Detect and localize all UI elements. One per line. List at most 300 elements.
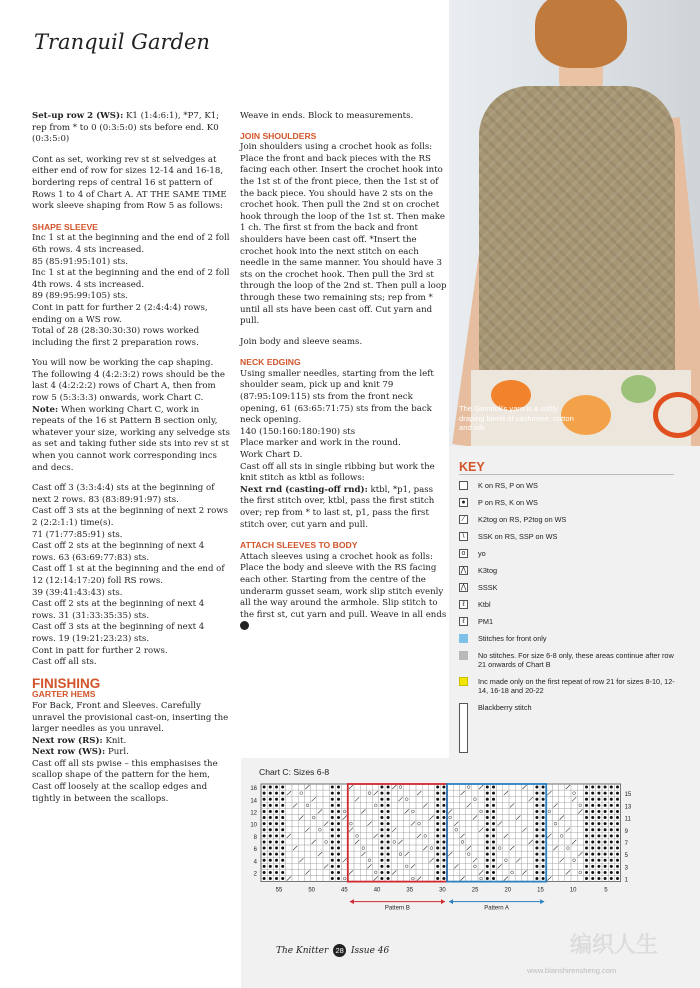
purl-dot <box>331 786 334 789</box>
purl-dot <box>269 853 272 856</box>
purl-dot <box>337 871 340 874</box>
purl-dot <box>486 853 489 856</box>
k3tog-symbol-icon: ⋀ <box>460 567 467 574</box>
purl-dot <box>535 792 538 795</box>
purl-dot <box>331 798 334 801</box>
purl-dot <box>436 853 439 856</box>
join-shoulders-heading: JOIN SHOULDERS <box>240 130 317 141</box>
castoff-line: Cast off 3 sts at the beginning of next 4 rows. 19 (19:21:23:23) sts. <box>32 622 205 644</box>
purl-dot <box>616 822 619 825</box>
purl-dot <box>616 816 619 819</box>
purl-dot <box>597 865 600 868</box>
purl-dot <box>604 834 607 837</box>
neck-edging-text: 140 (150:160:180:190) sts <box>240 426 356 437</box>
attach-sleeves-heading: ATTACH SLEEVES TO BODY <box>240 540 358 551</box>
inc-swatch-icon <box>459 677 468 686</box>
purl-dot <box>331 834 334 837</box>
issue-number: Issue 46 <box>351 946 390 956</box>
purl-dot <box>585 834 588 837</box>
purl-dot <box>492 865 495 868</box>
purl-dot <box>492 786 495 789</box>
purl-dot <box>281 847 284 850</box>
purl-dot <box>492 828 495 831</box>
purl-dot <box>387 847 390 850</box>
instructions-column-2 <box>240 111 448 634</box>
note-label: Note: <box>32 404 59 415</box>
purl-dot <box>492 859 495 862</box>
purl-dot <box>263 816 266 819</box>
setup-row-label: Set-up row 2 (WS): <box>32 111 124 121</box>
purl-dot <box>331 792 334 795</box>
weave-para: Weave in ends. Block to measurements. <box>240 111 414 121</box>
purl-dot <box>387 853 390 856</box>
purl-dot <box>380 840 383 843</box>
purl-dot <box>436 822 439 825</box>
row-label: 4 <box>253 859 257 866</box>
purl-symbol-icon: ● <box>459 498 468 507</box>
photo-bracelet <box>653 392 700 438</box>
purl-dot <box>387 804 390 807</box>
model-photo <box>449 0 700 446</box>
purl-dot <box>436 847 439 850</box>
purl-dot <box>542 840 545 843</box>
purl-dot <box>331 816 334 819</box>
purl-dot <box>337 804 340 807</box>
setup-row-text: K1 (1:4:6:1), *P7, K1; rep from * to 0 (0:3:5:0) sts before end. K0 (0:3:5:0) <box>32 111 220 145</box>
shape-sleeve-line: Inc 1 st at the beginning and the end of 2 foll 4th rows. 4 sts increased. <box>32 268 230 290</box>
purl-dot <box>380 828 383 831</box>
castoff-line: Cast off 3 (3:3:4:4) sts at the beginning of next 2 rows. 83 (83:89:91:97) sts. <box>32 483 215 505</box>
castoff-line: Cast off 1 st at the beginning and the end of 12 (12:14:17:20) foll RS rows. <box>32 564 225 586</box>
purl-dot <box>597 847 600 850</box>
purl-dot <box>380 786 383 789</box>
shape-sleeve-line: Total of 28 (28:30:30:30) rows worked including the first 2 preparation rows. <box>32 326 200 348</box>
purl-dot <box>380 877 383 880</box>
purl-dot <box>610 871 613 874</box>
column-label: 35 <box>406 887 414 894</box>
row-label: 14 <box>250 798 257 805</box>
purl-dot <box>616 798 619 801</box>
purl-dot <box>387 816 390 819</box>
watermark-logo: 编织人生 <box>570 932 659 957</box>
purl-dot <box>275 786 278 789</box>
purl-dot <box>542 792 545 795</box>
castoff-line: Cast off 3 sts at the beginning of next 2 rows 2 (2:2:1:1) time(s). <box>32 506 229 528</box>
purl-dot <box>269 865 272 868</box>
purl-dot <box>436 840 439 843</box>
purl-dot <box>591 828 594 831</box>
purl-dot <box>281 871 284 874</box>
purl-dot <box>380 871 383 874</box>
purl-dot <box>486 847 489 850</box>
purl-dot <box>610 816 613 819</box>
purl-dot <box>442 804 445 807</box>
sssk-symbol-icon: ⋀ <box>460 584 467 591</box>
purl-dot <box>281 834 284 837</box>
column-label: 15 <box>537 887 544 894</box>
purl-dot <box>610 810 613 813</box>
purl-dot <box>337 816 340 819</box>
purl-dot <box>591 871 594 874</box>
instructions-column-1 <box>32 111 230 805</box>
purl-dot <box>604 865 607 868</box>
purl-dot <box>269 792 272 795</box>
purl-dot <box>442 859 445 862</box>
purl-dot <box>263 840 266 843</box>
purl-dot <box>486 798 489 801</box>
join-body-text: Join body and sleeve seams. <box>240 336 363 347</box>
purl-dot <box>263 847 266 850</box>
purl-dot <box>585 865 588 868</box>
purl-dot <box>492 810 495 813</box>
neck-edging-text: Cast off all sts in single ribbing but work the knit stitch as ktbl as follows: <box>240 461 435 484</box>
purl-dot <box>591 786 594 789</box>
column-label: 25 <box>471 887 479 894</box>
purl-dot <box>585 792 588 795</box>
purl-dot <box>486 828 489 831</box>
purl-dot <box>387 871 390 874</box>
purl-dot <box>486 816 489 819</box>
purl-dot <box>442 822 445 825</box>
blackberry-stitch-icon <box>459 703 468 753</box>
purl-dot <box>597 810 600 813</box>
purl-dot <box>387 834 390 837</box>
purl-dot <box>281 865 284 868</box>
purl-dot <box>604 859 607 862</box>
purl-dot <box>610 847 613 850</box>
purl-dot <box>492 871 495 874</box>
purl-dot <box>610 798 613 801</box>
purl-dot <box>331 810 334 813</box>
purl-dot <box>535 810 538 813</box>
purl-dot <box>337 853 340 856</box>
purl-dot <box>281 792 284 795</box>
purl-dot <box>337 865 340 868</box>
purl-dot <box>281 877 284 880</box>
purl-dot <box>331 840 334 843</box>
purl-dot <box>281 828 284 831</box>
purl-dot <box>597 871 600 874</box>
purl-dot <box>380 847 383 850</box>
row-label: 6 <box>253 847 257 854</box>
pattern-a-arrowhead <box>540 899 544 904</box>
purl-dot <box>269 877 272 880</box>
purl-dot <box>387 798 390 801</box>
purl-dot <box>442 786 445 789</box>
key-divider <box>459 474 674 475</box>
purl-dot <box>442 816 445 819</box>
purl-dot <box>281 859 284 862</box>
purl-dot <box>492 804 495 807</box>
purl-dot <box>535 847 538 850</box>
purl-dot <box>591 792 594 795</box>
purl-dot <box>263 810 266 813</box>
purl-dot <box>275 798 278 801</box>
purl-dot <box>331 871 334 874</box>
garter-hems-heading: GARTER HEMS <box>32 689 96 700</box>
row-label: 15 <box>624 792 632 799</box>
purl-dot <box>269 828 272 831</box>
purl-dot <box>337 834 340 837</box>
purl-dot <box>281 786 284 789</box>
purl-dot <box>604 816 607 819</box>
purl-dot <box>380 865 383 868</box>
purl-dot <box>597 792 600 795</box>
purl-dot <box>492 816 495 819</box>
purl-dot <box>442 865 445 868</box>
purl-dot <box>535 786 538 789</box>
purl-dot <box>275 822 278 825</box>
purl-dot <box>616 828 619 831</box>
front-only-swatch-icon <box>459 634 468 643</box>
purl-dot <box>486 859 489 862</box>
yo-symbol-icon: o <box>459 549 468 558</box>
purl-dot <box>492 822 495 825</box>
ssk-symbol-icon: \ <box>459 532 468 541</box>
purl-dot <box>585 847 588 850</box>
purl-dot <box>604 822 607 825</box>
purl-dot <box>275 816 278 819</box>
purl-dot <box>616 865 619 868</box>
purl-dot <box>486 810 489 813</box>
purl-dot <box>275 804 278 807</box>
purl-dot <box>281 853 284 856</box>
purl-dot <box>597 804 600 807</box>
purl-dot <box>610 859 613 862</box>
purl-dot <box>387 859 390 862</box>
purl-dot <box>542 828 545 831</box>
knit-symbol-icon <box>459 481 468 490</box>
row-label: 7 <box>624 841 628 847</box>
column-label: 30 <box>439 887 446 894</box>
purl-dot <box>275 847 278 850</box>
purl-dot <box>442 877 445 880</box>
purl-dot <box>263 804 266 807</box>
garter-castoff: Cast off all sts pwise – this emphasises the scallop shape of the pattern for the hem, Cast off loosely at the scallop edges and tightly in between the scallops. <box>32 758 218 804</box>
purl-dot <box>337 828 340 831</box>
purl-dot <box>597 816 600 819</box>
purl-dot <box>436 786 439 789</box>
shape-sleeve-line: Inc 1 st at the beginning and the end of 2 foll 6th rows. 4 sts increased. <box>32 233 230 255</box>
purl-dot <box>604 871 607 874</box>
k2tog-symbol-icon: ⁄ <box>459 515 468 524</box>
key-title: KEY <box>459 460 485 474</box>
purl-dot <box>604 877 607 880</box>
purl-dot <box>585 816 588 819</box>
row-label: 12 <box>250 810 257 817</box>
purl-dot <box>597 877 600 880</box>
purl-dot <box>263 865 266 868</box>
purl-dot <box>492 840 495 843</box>
purl-dot <box>281 810 284 813</box>
purl-dot <box>331 865 334 868</box>
purl-dot <box>610 786 613 789</box>
purl-dot <box>275 877 278 880</box>
row-label: 8 <box>253 834 257 841</box>
purl-dot <box>380 859 383 862</box>
row-label: 9 <box>624 828 628 835</box>
purl-dot <box>597 798 600 801</box>
purl-dot <box>591 847 594 850</box>
castoff-line: Cast off 2 sts at the beginning of next 4 rows. 31 (31:33:35:35) sts. <box>32 599 205 621</box>
purl-dot <box>275 828 278 831</box>
purl-dot <box>486 877 489 880</box>
purl-dot <box>542 859 545 862</box>
note-text: When working Chart C, work in repeats of the 16 st Pattern B section only, whatever your size, working any selvedge sts as set and taking futher side sts into rev st st when you cannot work corresponding incs and decs. <box>32 404 230 473</box>
purl-dot <box>387 877 390 880</box>
purl-dot <box>604 798 607 801</box>
purl-dot <box>380 853 383 856</box>
pattern-b-arrowhead <box>350 899 354 904</box>
next-row-ws-label: Next row (WS): <box>32 747 106 758</box>
pattern-a-label: Pattern A <box>484 905 509 912</box>
purl-dot <box>269 859 272 862</box>
purl-dot <box>380 822 383 825</box>
purl-dot <box>604 847 607 850</box>
purl-dot <box>616 792 619 795</box>
purl-dot <box>263 834 266 837</box>
purl-dot <box>616 877 619 880</box>
purl-dot <box>263 798 266 801</box>
purl-dot <box>597 853 600 856</box>
ktbl-symbol-icon: ℓ <box>459 600 468 609</box>
column-label: 50 <box>308 887 316 894</box>
purl-dot <box>269 798 272 801</box>
purl-dot <box>486 871 489 874</box>
purl-dot <box>486 840 489 843</box>
purl-dot <box>442 871 445 874</box>
purl-dot <box>387 840 390 843</box>
purl-dot <box>610 840 613 843</box>
row-label: 5 <box>624 853 628 860</box>
purl-dot <box>616 810 619 813</box>
finishing-heading: FINISHING <box>32 675 101 691</box>
purl-dot <box>436 798 439 801</box>
row-label: 3 <box>624 865 628 872</box>
column-label: 10 <box>569 887 577 894</box>
watermark-url: www.blanshirensheng.com <box>527 966 617 975</box>
attach-sleeves-text: Attach sleeves using a crochet hook as folls: Place the body and sleeve with the RS facing each other. Starting from the centre of the underarm gusset seam, work slip stitch evenly all the way around the armhole. Slip stitch to the first st, cut yarn and pull. Weave in all ends <box>240 551 447 620</box>
purl-dot <box>535 822 538 825</box>
row-label: 10 <box>250 822 257 829</box>
purl-dot <box>442 847 445 850</box>
purl-dot <box>610 877 613 880</box>
column-label: 5 <box>604 887 608 894</box>
purl-dot <box>585 804 588 807</box>
purl-dot <box>486 804 489 807</box>
purl-dot <box>492 853 495 856</box>
purl-dot <box>263 792 266 795</box>
purl-dot <box>380 834 383 837</box>
purl-dot <box>275 859 278 862</box>
purl-dot <box>585 877 588 880</box>
purl-dot <box>591 810 594 813</box>
shape-sleeve-heading: SHAPE SLEEVE <box>32 221 98 232</box>
purl-dot <box>616 834 619 837</box>
neck-edging-text: Work Chart D. <box>240 450 303 461</box>
pattern-b-label: Pattern B <box>384 905 410 912</box>
shape-sleeve-line: Cont in patt for further 2 (2:4:4:4) rows, ending on a WS row. <box>32 302 208 325</box>
chart-title: Chart C: Sizes 6-8 <box>259 767 330 777</box>
purl-dot <box>585 853 588 856</box>
purl-dot <box>387 786 390 789</box>
purl-dot <box>616 840 619 843</box>
purl-dot <box>535 834 538 837</box>
purl-dot <box>616 804 619 807</box>
purl-dot <box>486 834 489 837</box>
purl-dot <box>263 877 266 880</box>
castoff-block <box>32 483 230 669</box>
purl-dot <box>542 810 545 813</box>
photo-caption: The Gomitoli's yarn is a softly draping blend of cashmere, cotton and silk <box>459 404 574 433</box>
purl-dot <box>436 828 439 831</box>
purl-dot <box>616 847 619 850</box>
purl-dot <box>275 871 278 874</box>
purl-dot <box>337 840 340 843</box>
purl-dot <box>535 871 538 874</box>
purl-dot <box>535 816 538 819</box>
purl-dot <box>542 798 545 801</box>
purl-dot <box>337 792 340 795</box>
end-mark-icon <box>240 621 249 630</box>
pattern-b-arrowhead <box>441 899 445 904</box>
purl-dot <box>331 847 334 850</box>
purl-dot <box>610 834 613 837</box>
row-label: 1 <box>624 877 628 884</box>
purl-dot <box>442 792 445 795</box>
purl-dot <box>486 786 489 789</box>
purl-dot <box>591 804 594 807</box>
purl-dot <box>442 853 445 856</box>
purl-dot <box>275 810 278 813</box>
purl-dot <box>436 834 439 837</box>
purl-dot <box>616 853 619 856</box>
purl-dot <box>486 822 489 825</box>
purl-dot <box>281 840 284 843</box>
purl-dot <box>585 828 588 831</box>
purl-dot <box>275 792 278 795</box>
purl-dot <box>269 786 272 789</box>
purl-dot <box>263 871 266 874</box>
purl-dot <box>535 853 538 856</box>
purl-dot <box>616 786 619 789</box>
neck-edging-heading: NECK EDGING <box>240 357 301 368</box>
purl-dot <box>380 810 383 813</box>
purl-dot <box>269 822 272 825</box>
purl-dot <box>616 871 619 874</box>
purl-dot <box>275 853 278 856</box>
purl-dot <box>275 840 278 843</box>
purl-dot <box>610 804 613 807</box>
purl-dot <box>486 865 489 868</box>
castoff-line: Cast off 2 sts at the beginning of next 4 rows. 63 (63:69:77:83) sts. <box>32 541 205 563</box>
purl-dot <box>610 792 613 795</box>
purl-dot <box>492 847 495 850</box>
purl-dot <box>610 853 613 856</box>
purl-dot <box>492 798 495 801</box>
join-shoulders-text: Join shoulders using a crochet hook as folls: Place the front and back pieces with the RS facing each other. Insert the crochet hook into the 1st st of the front piece, then the 1st st of the back piece. You should have 2 sts on the crochet hook. Then pull the 2nd st on crochet hook through the loop of the 1st st. Then make 1 ch. The first st from the back and front shoulders have been cast off. *Insert the crochet hook into the next stitch on each needle in the same manner. You should have 3 sts on the crochet hook. Then pull the 3rd st through the loop of the 2nd st. Then pull a loop through these two remaining sts; rep from * until all sts have been cast off. Cut yarn and pull. <box>240 142 447 327</box>
purl-dot <box>542 865 545 868</box>
purl-dot <box>591 822 594 825</box>
purl-dot <box>263 828 266 831</box>
purl-dot <box>387 810 390 813</box>
purl-dot <box>492 792 495 795</box>
purl-dot <box>597 840 600 843</box>
neck-edging-text: Place marker and work in the round. <box>240 438 401 449</box>
neck-edging-text: Using smaller needles, starting from the left shoulder seam, pick up and knit 79 (87:95:109:115) sts from the front neck opening, 61 (63:65:71:75) sts from the back neck opening. <box>240 368 434 426</box>
purl-dot <box>604 828 607 831</box>
purl-dot <box>331 859 334 862</box>
